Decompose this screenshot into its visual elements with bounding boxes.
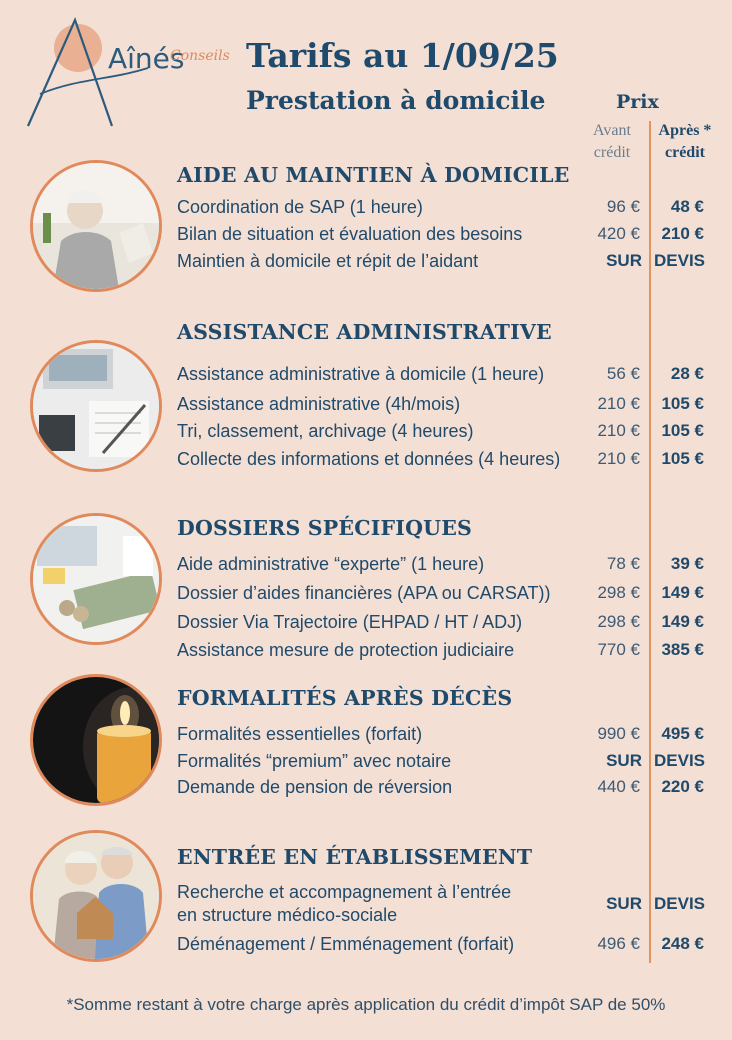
- price-sur: SUR: [606, 751, 642, 770]
- column-header-after-credit: [652, 120, 718, 164]
- price-after: 28 €: [670, 364, 704, 383]
- row-label: Formalités “premium” avec notaire: [177, 751, 452, 771]
- table-row: [177, 195, 717, 221]
- row-label: Déménagement / Emménagement (forfait): [177, 934, 515, 954]
- table-row: [177, 638, 717, 664]
- row-label: Demande de pension de réversion: [177, 777, 453, 797]
- logo-brand-text: Aînés: [108, 42, 185, 75]
- column-header-after-line2: crédit: [665, 144, 705, 161]
- price-before: 420 €: [597, 224, 640, 243]
- price-after: 248 €: [661, 934, 704, 953]
- brand-logo: [20, 8, 235, 148]
- price-after: 105 €: [661, 421, 704, 440]
- price-after: 149 €: [661, 583, 704, 602]
- row-label: Tri, classement, archivage (4 heures): [177, 421, 474, 441]
- price-before: 440 €: [597, 777, 640, 796]
- row-label: Recherche et accompagnement à l’entrée: [177, 882, 512, 902]
- prix-heading: Prix: [616, 91, 659, 113]
- price-before: 990 €: [597, 724, 640, 743]
- elderly-woman-photo-icon: [30, 160, 162, 292]
- page-subtitle: Prestation à domicile: [246, 86, 546, 115]
- row-label: Assistance mesure de protection judiciaire: [177, 640, 515, 660]
- row-label: Collecte des informations et données (4 heures): [177, 449, 561, 469]
- column-header-before-line2: crédit: [593, 144, 631, 161]
- price-after: 210 €: [661, 224, 704, 243]
- price-sur: SUR: [606, 251, 642, 270]
- row-label: Dossier Via Trajectoire (EHPAD / HT / ADJ): [177, 612, 523, 632]
- price-after: 149 €: [661, 612, 704, 631]
- price-after: 220 €: [661, 777, 704, 796]
- table-row: [177, 610, 717, 636]
- price-devis: DEVIS: [654, 751, 706, 770]
- price-after: 105 €: [661, 394, 704, 413]
- row-label: Coordination de SAP (1 heure): [177, 197, 423, 217]
- price-sur: SUR: [606, 894, 642, 913]
- column-header-after-line1: Après *: [658, 122, 712, 139]
- section-title-dossiers: DOSSIERS SPÉCIFIQUES: [177, 516, 473, 540]
- table-row: [177, 419, 717, 445]
- paperwork-photo-icon: [30, 340, 162, 472]
- price-before: 496 €: [597, 934, 640, 953]
- table-row: [177, 932, 717, 958]
- row-label: Aide administrative “experte” (1 heure): [177, 554, 485, 574]
- row-label: Assistance administrative (4h/mois): [177, 394, 461, 414]
- price-before: 96 €: [606, 197, 640, 216]
- price-after: 39 €: [670, 554, 704, 573]
- section-title-entree: ENTRÉE EN ÉTABLISSEMENT: [177, 845, 533, 869]
- table-row: [177, 775, 717, 801]
- row-label: Assistance administrative à domicile (1 heure): [177, 364, 545, 384]
- candle-photo-icon: [30, 674, 162, 806]
- table-row: [177, 249, 717, 275]
- price-before: 210 €: [597, 394, 640, 413]
- row-label: Formalités essentielles (forfait): [177, 724, 423, 744]
- price-after: 495 €: [661, 724, 704, 743]
- price-before: 210 €: [597, 421, 640, 440]
- price-after: 385 €: [661, 640, 704, 659]
- price-before: 78 €: [606, 554, 640, 573]
- price-after: 105 €: [661, 449, 704, 468]
- footnote: *Somme restant à votre charge après application du crédit d’impôt SAP de 50%: [66, 995, 666, 1014]
- section-title-assistance: ASSISTANCE ADMINISTRATIVE: [177, 320, 552, 344]
- logo-sub-text: Conseils: [170, 48, 230, 64]
- row-label: Dossier d’aides financières (APA ou CARSAT)): [177, 583, 551, 603]
- row-label-line2: en structure médico-sociale: [177, 905, 398, 925]
- row-label: Maintien à domicile et répit de l’aidant: [177, 251, 479, 271]
- section-title-maintien: AIDE AU MAINTIEN À DOMICILE: [177, 163, 570, 187]
- table-row: [177, 552, 717, 578]
- page-title: Tarifs au 1/09/25: [246, 36, 559, 75]
- price-before: 210 €: [597, 449, 640, 468]
- price-before: 56 €: [606, 364, 640, 383]
- table-row: [177, 362, 717, 388]
- row-label: Bilan de situation et évaluation des besoins: [177, 224, 523, 244]
- price-after: 48 €: [670, 197, 704, 216]
- table-row: [177, 722, 717, 748]
- price-devis: DEVIS: [654, 251, 706, 270]
- table-row: [177, 447, 717, 473]
- money-documents-photo-icon: [30, 513, 162, 645]
- column-header-before-line1: Avant: [593, 122, 631, 139]
- table-row: [177, 392, 717, 418]
- table-row: [177, 880, 717, 930]
- table-row: [177, 749, 717, 775]
- price-before: 298 €: [597, 612, 640, 631]
- price-before: 770 €: [597, 640, 640, 659]
- table-row: [177, 222, 717, 248]
- price-before: 298 €: [597, 583, 640, 602]
- table-row: [177, 581, 717, 607]
- price-devis: DEVIS: [654, 894, 706, 913]
- section-title-formalites: FORMALITÉS APRÈS DÉCÈS: [177, 686, 513, 710]
- elderly-couple-house-photo-icon: [30, 830, 162, 962]
- column-header-before-credit: [584, 120, 640, 164]
